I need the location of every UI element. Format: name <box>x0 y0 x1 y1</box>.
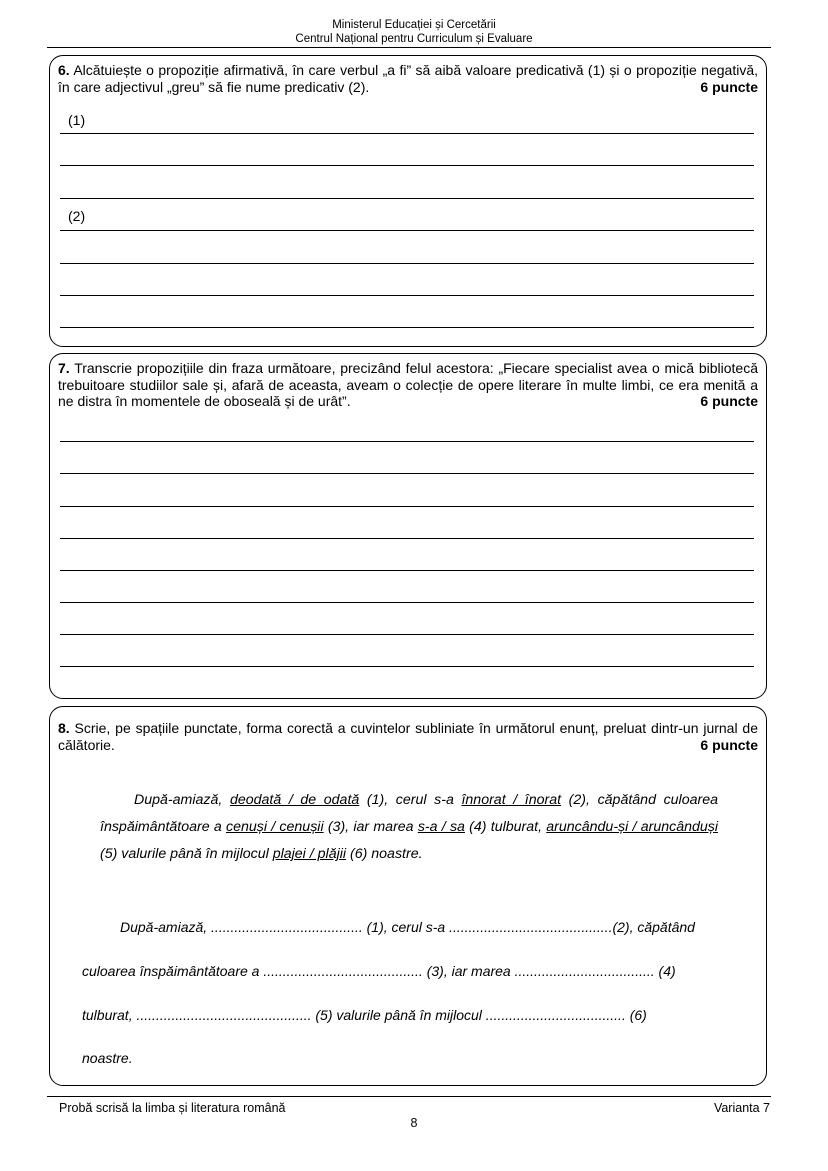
answer-line[interactable] <box>60 570 754 571</box>
answer-line[interactable] <box>60 602 754 603</box>
answer-line[interactable] <box>60 634 754 635</box>
question-7-prompt <box>58 360 758 410</box>
question-text: Transcrie propozițiile din fraza următoare, precizând felul acestora: „Fiecare specialist avea o mică bibliotecă trebuitoare studiilor sale și, afară de aceasta, aveam o colecție de opere literare în multe limbi, ce era menită a ne distra în momentele de oboseală și de urât”. <box>58 360 759 409</box>
answer-line[interactable] <box>60 441 754 442</box>
question-8-prompt <box>58 720 758 753</box>
footer-rule <box>47 1096 771 1097</box>
question-number: 7. <box>58 360 70 376</box>
exam-title: Probă scrisă la limba și literatura română <box>59 1101 286 1115</box>
header-rule <box>47 47 771 48</box>
passage-text: (1), cerul s-a <box>359 792 462 808</box>
question-6-box <box>49 55 767 347</box>
answer-line[interactable] <box>60 295 754 296</box>
answer-line[interactable] <box>60 538 754 539</box>
answer-line[interactable] <box>60 666 754 667</box>
question-number: 8. <box>58 720 70 736</box>
points-label: 6 puncte <box>700 78 758 95</box>
question-8-box <box>49 706 767 1086</box>
answer-label-1: (1) <box>68 112 86 128</box>
passage-text: (2), căpătând culoarea înspăimântătoare a <box>100 792 718 835</box>
question-7-box <box>49 353 767 699</box>
answer-line[interactable] <box>60 165 754 166</box>
center-name: Centrul Național pentru Curriculum și Evaluare <box>295 33 533 45</box>
journal-passage <box>100 787 718 868</box>
fill-in-line-2[interactable]: culoarea înspăimântătoare a ......................................... (3), iar marea .................................... (4) <box>82 963 676 979</box>
answer-line[interactable] <box>60 198 754 199</box>
question-6-prompt <box>58 62 758 95</box>
fill-in-line-1[interactable]: După-amiază, ....................................... (1), cerul s-a ..........................................(2), căpătând <box>120 919 695 935</box>
underlined-word: cenuși / cenușii <box>226 819 324 835</box>
answer-line[interactable] <box>60 230 754 231</box>
fill-in-line-3[interactable]: tulburat, ............................................. (5) valurile până în mijlocul .................................... (6) <box>82 1007 647 1023</box>
underlined-word: s-a / sa <box>417 819 465 835</box>
ministry-name: Ministerul Educației și Cercetării <box>332 19 496 31</box>
passage-text: (5) valurile până în mijlocul <box>100 846 273 862</box>
answer-line[interactable] <box>60 133 754 134</box>
fill-in-line-4: noastre. <box>82 1050 133 1066</box>
underlined-word: deodată / de odată <box>229 792 360 808</box>
page-header <box>0 18 828 46</box>
question-text: Scrie, pe spațiile punctate, forma corectă a cuvintelor subliniate în următorul enunț, preluat dintr-un jurnal de călătorie. <box>58 720 758 753</box>
answer-line[interactable] <box>60 327 754 328</box>
passage-text: (4) tulburat, <box>464 819 547 835</box>
points-label: 6 puncte <box>700 393 758 409</box>
answer-line[interactable] <box>60 263 754 264</box>
points-label: 6 puncte <box>700 736 758 753</box>
answer-label-2: (2) <box>68 208 86 224</box>
answer-line[interactable] <box>60 473 754 474</box>
underlined-word: aruncându-și / aruncânduși <box>546 819 719 835</box>
underlined-word: plajei / plăjii <box>272 846 347 862</box>
passage-text: (6) noastre. <box>346 846 423 862</box>
passage-text: (3), iar marea <box>323 819 418 835</box>
question-text: Alcătuiește o propoziție afirmativă, în care verbul „a fi” să aibă valoare predicativă (1) și o propoziție negativă, în care adjectivul „greu” să fie nume predicativ (2). <box>58 62 758 95</box>
answer-line[interactable] <box>60 506 754 507</box>
question-number: 6. <box>58 62 70 78</box>
variant-label: Varianta 7 <box>713 1101 770 1115</box>
passage-text: După-amiază, <box>134 792 230 808</box>
underlined-word: înnorat / înorat <box>461 792 562 808</box>
page-number: 8 <box>410 1116 418 1130</box>
